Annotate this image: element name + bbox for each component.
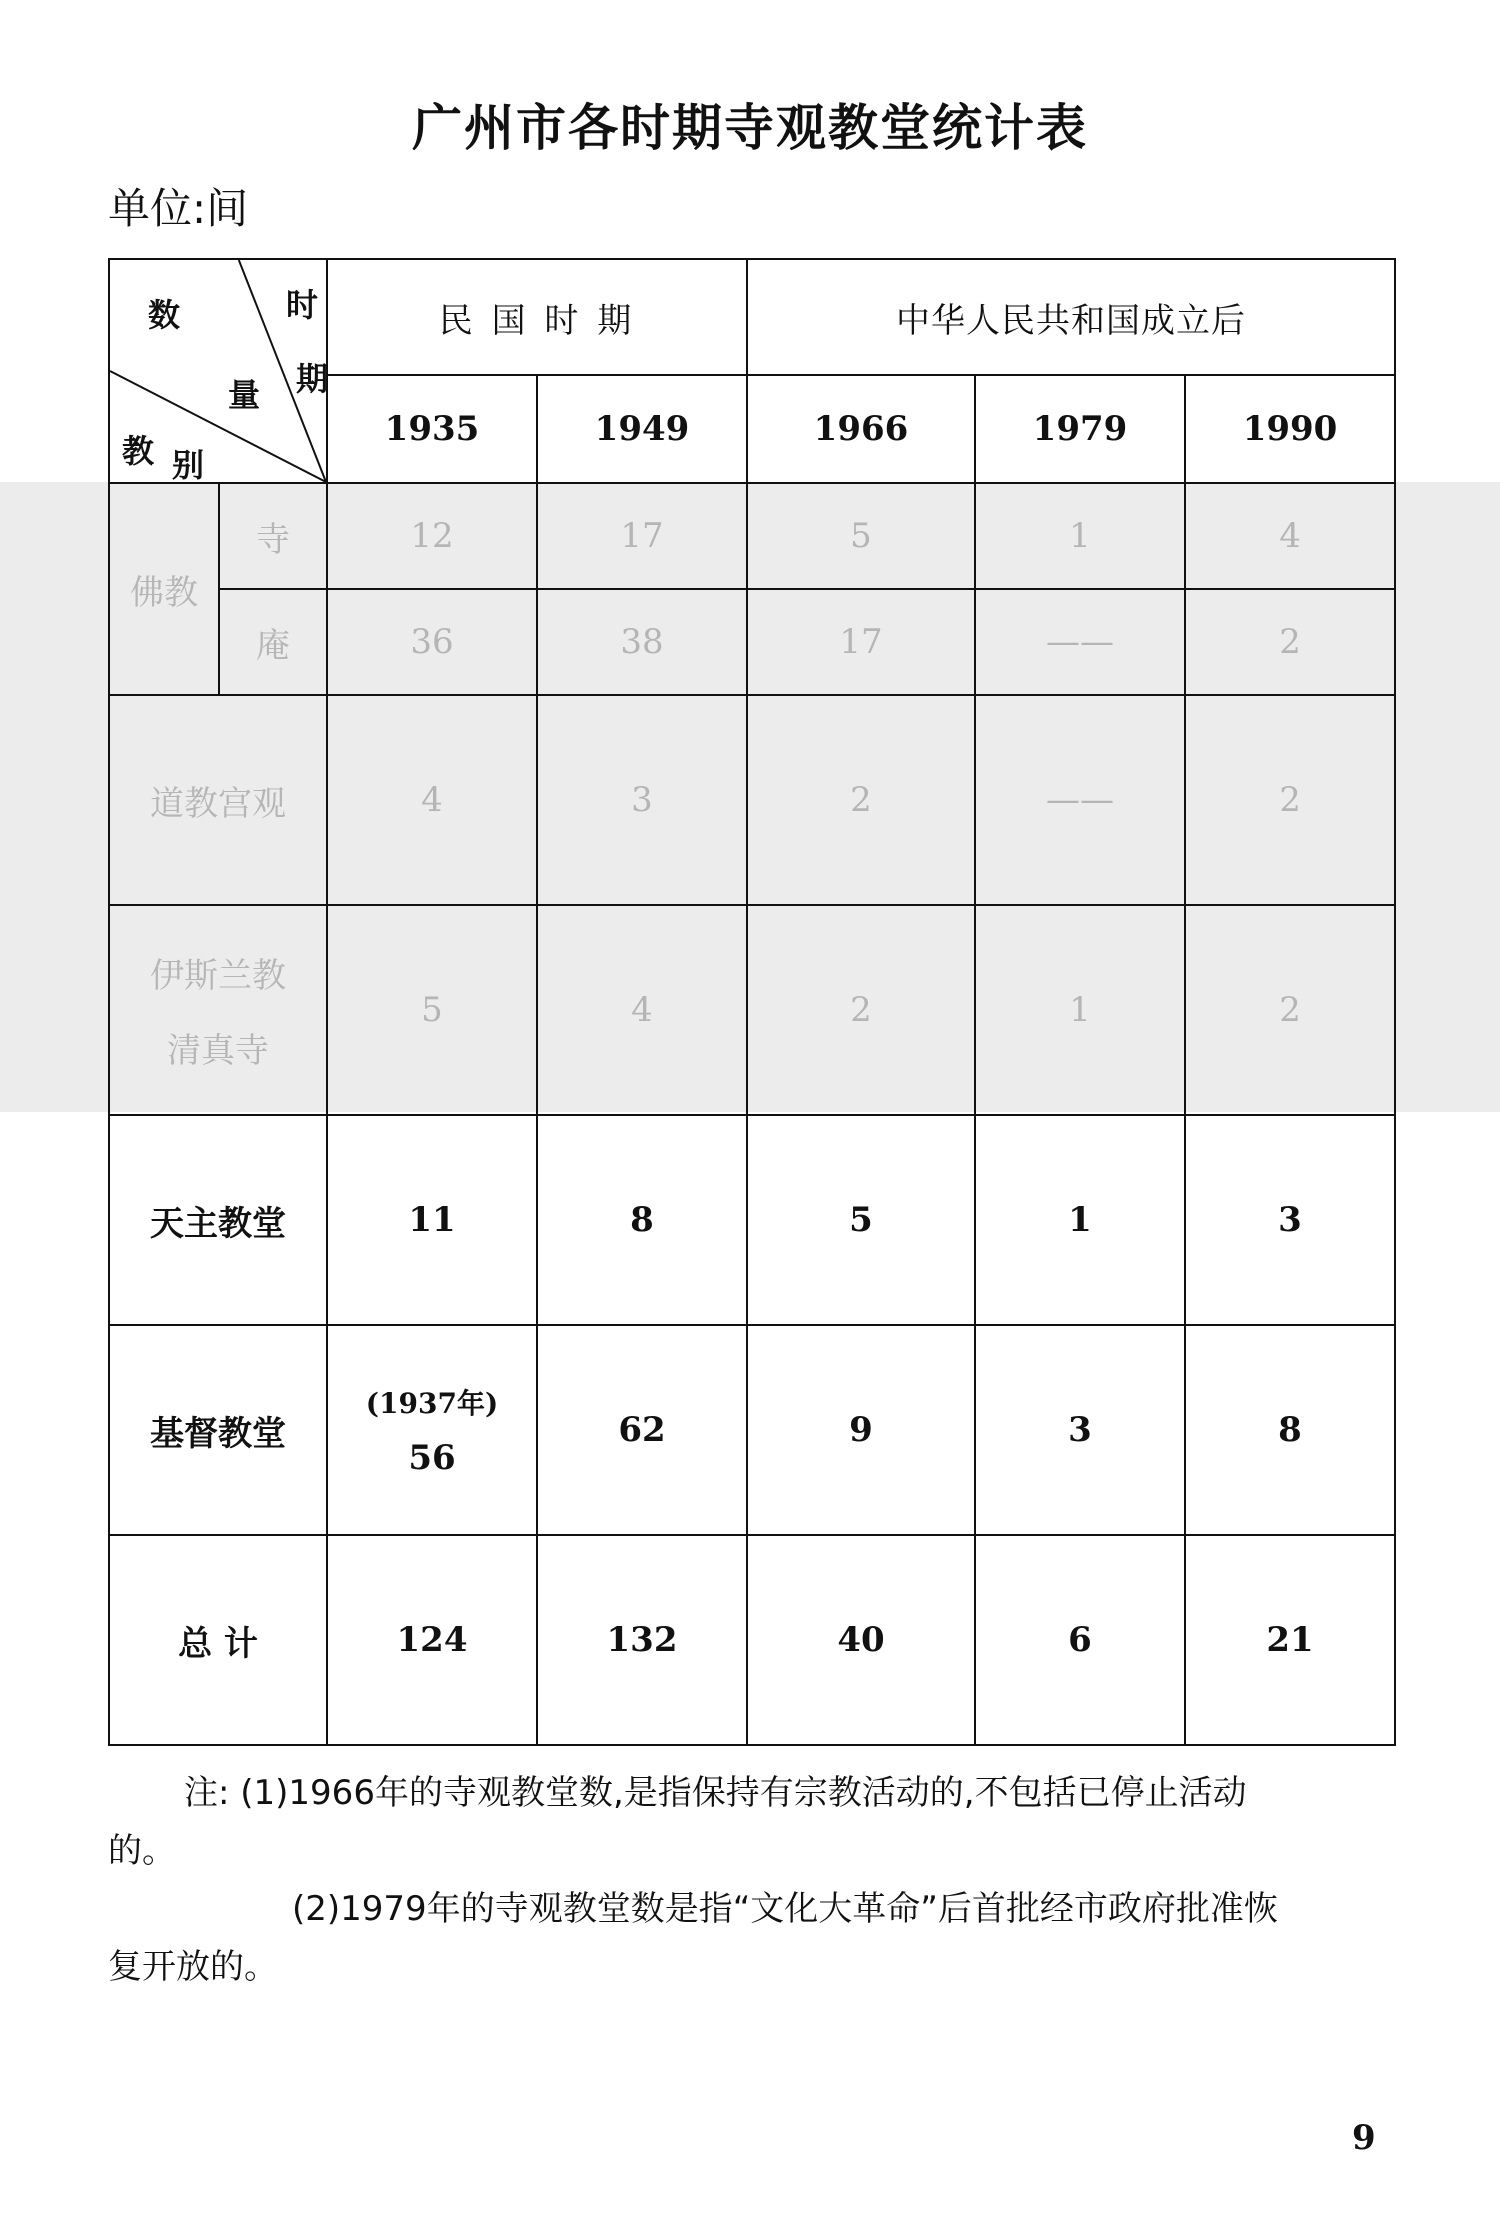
cell-value: 11 (327, 1115, 537, 1325)
cell-value: 2 (1185, 695, 1395, 905)
page-number: 9 (1352, 2118, 1376, 2158)
cell-value: 8 (537, 1115, 747, 1325)
label-taoism: 道教宫观 (109, 695, 327, 905)
header-year-1990: 1990 (1185, 375, 1395, 483)
row-taoism (109, 695, 1395, 905)
cell-value: 2 (747, 695, 975, 905)
label-total: 总 计 (109, 1535, 327, 1745)
cell-value: 3 (975, 1325, 1185, 1535)
year-note: (1937年) (365, 1387, 499, 1420)
cell-value: 8 (1185, 1325, 1395, 1535)
note-2-line-2: 复开放的。 (108, 1947, 278, 1987)
cell-value: 17 (537, 483, 747, 589)
corner-label-quantity-1: 数 (148, 296, 181, 334)
cell-value: 9 (747, 1325, 975, 1535)
cell-value: 17 (747, 589, 975, 695)
header-year-1935: 1935 (327, 375, 537, 483)
corner-label-religion-2: 别 (172, 446, 205, 484)
label-christian: 基督教堂 (109, 1325, 327, 1535)
cell-value: 38 (537, 589, 747, 695)
cell-value: —— (975, 589, 1185, 695)
cell-value: 21 (1185, 1535, 1395, 1745)
corner-label-period-1: 时 (286, 286, 319, 324)
cell-value: 5 (327, 905, 537, 1115)
cell-value: 1 (975, 1115, 1185, 1325)
note-1-line-2: 的。 (108, 1831, 176, 1871)
cell-value: 6 (975, 1535, 1185, 1745)
label-buddhism-temple: 寺 (219, 483, 327, 589)
corner-label-quantity-2: 量 (228, 376, 261, 414)
header-corner-cell (109, 259, 327, 483)
header-year-1966: 1966 (747, 375, 975, 483)
note-1-line-1: 注: (1)1966年的寺观教堂数,是指保持有宗教活动的,不包括已停止活动 (184, 1773, 1247, 1813)
cell-value: 5 (747, 483, 975, 589)
cell-value: 12 (327, 483, 537, 589)
page-title: 广州市各时期寺观教堂统计表 (412, 99, 1088, 157)
cell-value: 124 (327, 1535, 537, 1745)
cell-value: 4 (327, 695, 537, 905)
unit-label: 单位:间 (108, 184, 249, 233)
corner-label-period-2: 期 (296, 360, 329, 398)
header-row-periods (109, 259, 1395, 375)
row-buddhism-nunnery (109, 589, 1395, 695)
cell-value: 4 (1185, 483, 1395, 589)
cell-value: 132 (537, 1535, 747, 1745)
label-catholic: 天主教堂 (109, 1115, 327, 1325)
row-islam (109, 905, 1395, 1115)
cell-value: 5 (747, 1115, 975, 1325)
cell-value: 3 (537, 695, 747, 905)
cell-value: 62 (537, 1325, 747, 1535)
cell-value-with-note (327, 1325, 537, 1535)
row-total (109, 1535, 1395, 1745)
header-year-1979: 1979 (975, 375, 1185, 483)
label-buddhism-nunnery: 庵 (219, 589, 327, 695)
label-buddhism: 佛教 (109, 483, 219, 695)
label-islam-line1: 伊斯兰教 (150, 956, 286, 996)
cell-value: 1 (975, 483, 1185, 589)
row-buddhism-temple (109, 483, 1395, 589)
cell-value: 2 (747, 905, 975, 1115)
header-prc-period: 中华人民共和国成立后 (747, 259, 1395, 375)
label-islam-line2: 清真寺 (167, 1031, 269, 1071)
cell-value: 40 (747, 1535, 975, 1745)
row-christian (109, 1325, 1395, 1535)
statistics-table (108, 258, 1396, 1746)
cell-value: 3 (1185, 1115, 1395, 1325)
row-catholic (109, 1115, 1395, 1325)
cell-value: 4 (537, 905, 747, 1115)
header-year-1949: 1949 (537, 375, 747, 483)
cell-value: 2 (1185, 905, 1395, 1115)
cell-value: 2 (1185, 589, 1395, 695)
cell-value: 1 (975, 905, 1185, 1115)
cell-value: —— (975, 695, 1185, 905)
header-republic-period: 民 国 时 期 (327, 259, 747, 375)
cell-value: 36 (327, 589, 537, 695)
corner-label-religion-1: 教 (122, 432, 155, 470)
note-2-line-1: (2)1979年的寺观教堂数是指“文化大革命”后首批经市政府批准恢 (292, 1889, 1278, 1929)
label-islam (109, 905, 327, 1115)
cell-value: 56 (408, 1438, 456, 1478)
